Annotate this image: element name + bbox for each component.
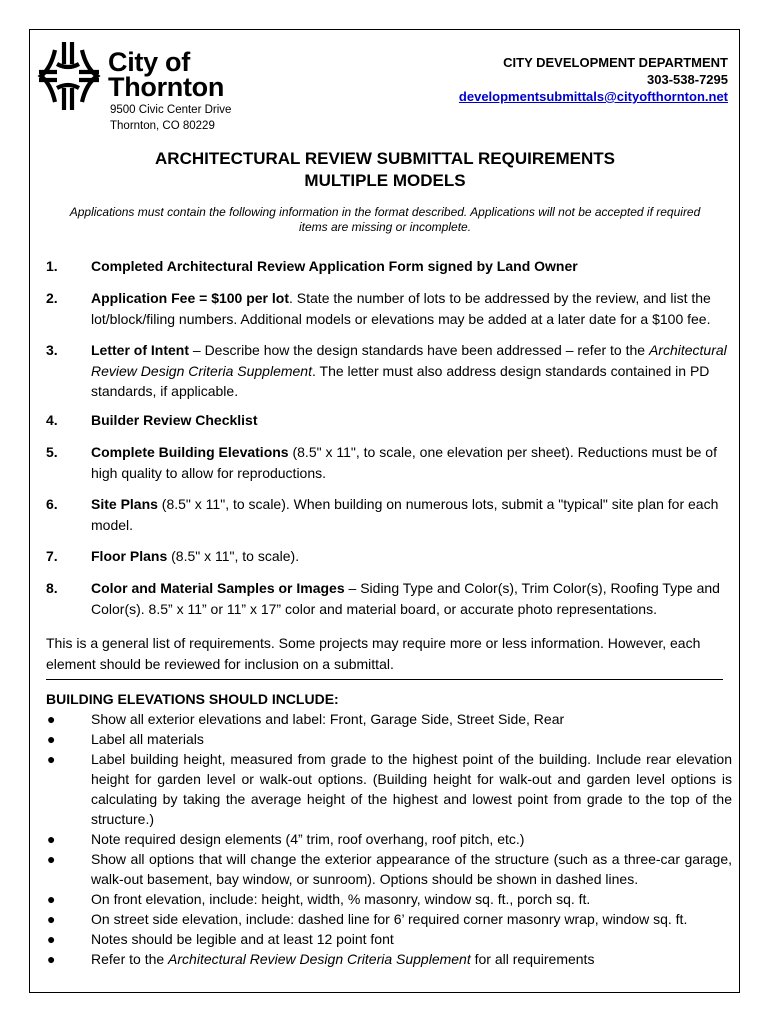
requirement-text: (8.5" x 11", to scale, one elevation per sheet). Reductions must be of high quality to allow for reproductions. [91,444,717,481]
address-line1: 9500 Civic Center Drive [110,104,232,116]
page-title [0,148,770,192]
requirement-text-continued: . The letter must also address design standards contained in PD standards, if applicable. [91,362,710,399]
list-item: ● Label building height, measured from grade to the highest point of the building. Include rear elevation height for garden level or walk-out options. (Building height for walk-out and garden level options is calculating by taking the average height of the highest and lowest point from grade to the top of the structure.) [47,751,732,827]
city-name [108,47,225,102]
title-line1: ARCHITECTURAL REVIEW SUBMITTAL REQUIREMENTS [155,149,615,168]
requirement-2 [46,288,736,329]
bullet-icon: ● [47,911,56,927]
requirement-title: Letter of Intent [91,342,189,358]
requirement-title: Application Fee = $100 per lot [91,290,290,306]
city-name-line1: City of [108,47,190,77]
requirement-text: – Siding Type and Color(s), Trim Color(s), Roofing Type and Color(s). 8.5” x 11” or 11” x 17” color and material board, or accurate photo representations. [91,580,720,617]
bullet-icon: ● [47,731,56,747]
requirement-text: – Describe how the design standards have been addressed – refer to the [189,342,649,358]
requirement-italic-reference: Architectural Review Design Criteria Supplement [91,342,727,379]
general-note: This is a general list of requirements. Some projects may require more or less information. However, each element should be reviewed for inclusion on a submittal. [46,635,701,672]
requirement-title: Color and Material Samples or Images [91,580,345,596]
requirement-4 [46,410,736,431]
list-item: ● Notes should be legible and at least 12 point font [47,931,394,947]
requirement-3 [46,340,736,402]
list-item: ● On street side elevation, include: dashed line for 6’ required corner masonry wrap, window sq. ft. [47,911,688,927]
requirement-number: 8. [46,580,58,596]
requirement-8 [46,578,736,619]
requirement-number: 3. [46,342,58,358]
requirement-5 [46,442,736,483]
title-line2: MULTIPLE MODELS [304,171,466,190]
list-item: ● Show all exterior elevations and label: Front, Garage Side, Street Side, Rear [47,711,565,727]
requirement-title: Complete Building Elevations [91,444,289,460]
department-phone: 303-538-7295 [647,72,728,87]
requirement-number: 1. [46,258,58,274]
list-item: ● On front elevation, include: height, width, % masonry, window sq. ft., porch sq. ft. [47,891,591,907]
department-email-link[interactable]: developmentsubmittals@cityofthornton.net [458,89,728,104]
requirement-number: 5. [46,444,58,460]
requirement-6 [46,494,736,535]
requirement-1 [46,256,736,277]
bullet-icon: ● [47,831,56,847]
bullet-icon: ● [47,751,56,767]
section-divider [46,679,723,680]
bullet-icon: ● [47,951,56,967]
bullet-icon: ● [47,711,56,727]
list-item: ● Label all materials [47,731,204,747]
requirement-text: (8.5" x 11", to scale). When building on numerous lots, submit a "typical" site plan for each model. [91,496,719,533]
city-address [110,102,231,134]
requirement-number: 4. [46,412,58,428]
requirement-number: 6. [46,496,58,512]
city-name-line2: Thornton [108,72,225,102]
requirement-title: Completed Architectural Review Application Form signed by Land Owner [91,258,578,274]
intro-text: Applications must contain the following information in the format described. Applications will not be accepted if required items are missing or incomplete. [69,205,701,234]
bullet-icon: ● [47,931,56,947]
requirement-7 [46,546,736,567]
department-name: CITY DEVELOPMENT DEPARTMENT [503,55,728,70]
requirement-title: Floor Plans [91,548,168,564]
list-item: ● Note required design elements (4” trim, roof overhang, roof pitch, etc.) [47,831,525,847]
requirement-number: 2. [46,290,58,306]
list-item: ● Show all options that will change the exterior appearance of the structure (such as a three-car garage, walk-out basement, bay window, or sunroom). Options should be shown in dashed lines. [47,851,732,887]
requirement-text: (8.5" x 11", to scale). [167,548,300,564]
department-contact [459,54,728,105]
building-elevations-list [46,709,732,969]
requirement-text: . State the number of lots to be addressed by the review, and list the lot/block/filing numbers. Additional models or elevations may be added at a later date for a $100 fee. [91,290,711,327]
requirement-title: Builder Review Checklist [91,412,258,428]
bullet-icon: ● [47,891,56,907]
requirement-number: 7. [46,548,58,564]
list-item: ● Refer to the Architectural Review Design Criteria Supplement for all requirements [47,951,595,967]
building-elevations-heading: BUILDING ELEVATIONS SHOULD INCLUDE: [46,691,339,707]
city-of-thornton-logo-icon [37,40,101,112]
bullet-icon: ● [47,851,56,867]
supplement-reference: Architectural Review Design Criteria Supplement [168,951,471,967]
address-line2: Thornton, CO 80229 [110,120,215,132]
requirement-title: Site Plans [91,496,158,512]
